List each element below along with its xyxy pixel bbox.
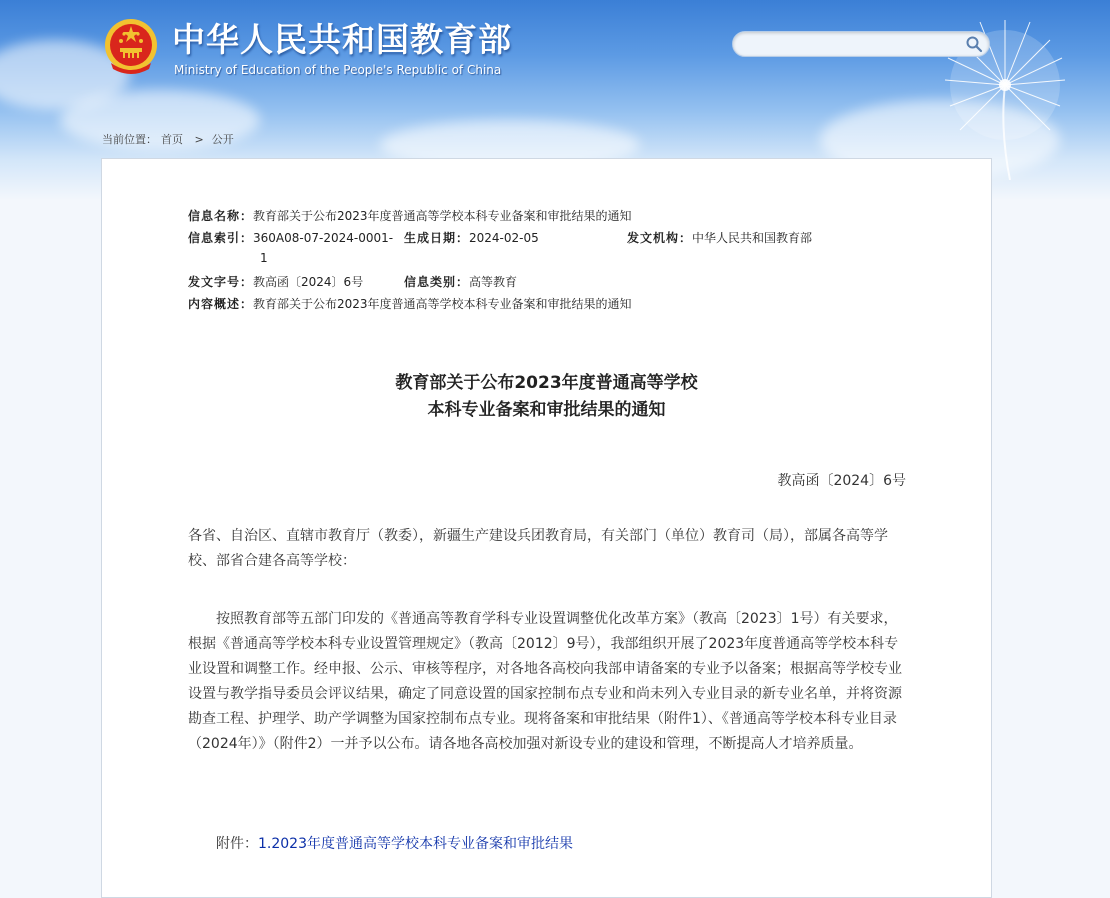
info-summary-label: 内容概述：: [188, 297, 254, 311]
national-emblem-icon: [103, 17, 159, 77]
breadcrumb-public-link[interactable]: 公开: [211, 133, 234, 146]
info-date-value: 2024-02-05: [469, 231, 539, 245]
info-date-label: 生成日期：: [404, 231, 470, 245]
document-title: [102, 370, 991, 424]
info-name-label: 信息名称：: [188, 209, 254, 223]
info-doc-no-label: 发文字号：: [188, 275, 254, 289]
document-title-line1: 教育部关于公布2023年度普通高等学校: [395, 373, 698, 393]
attachment-label: 附件：: [216, 836, 258, 852]
info-index-label: 信息索引：: [188, 231, 254, 245]
info-category-row: [404, 273, 517, 290]
info-doc-no-value: 教高函〔2024〕6号: [253, 275, 364, 289]
info-issuer-value: 中华人民共和国教育部: [692, 231, 813, 245]
search-icon[interactable]: [965, 35, 983, 53]
content-panel: [101, 158, 992, 898]
breadcrumb-prefix: 当前位置：: [102, 133, 157, 146]
search-box: [732, 31, 990, 57]
info-category-value: 高等教育: [469, 275, 518, 289]
info-index-value-cont: 1: [260, 251, 268, 265]
info-index-value: 360A08-07-2024-0001-: [253, 231, 394, 245]
breadcrumb-separator: >: [194, 133, 204, 146]
info-doc-no-row: [188, 273, 363, 290]
breadcrumb-home-link[interactable]: 首页: [161, 133, 183, 146]
document-body: 按照教育部等五部门印发的《普通高等教育学科专业设置调整优化改革方案》（教高〔2023〕1号）有关要求，根据《普通高等学校本科专业设置管理规定》（教高〔2012〕9号），我部组织开展了2023年度普通高等学校本科专业设置和调整工作。经申报、公示、审核等程序，对各地各高校向我部申请备案的专业予以备案；根据高等学校专业设置与教学指导委员会评议结果，确定了同意设置的国家控制布点专业和尚未列入专业目录的新专业名单，并将资源勘查工程、护理学、助产学调整为国家控制布点专业。现将备案和审批结果（附件1）、《普通高等学校本科专业目录（2024年）》（附件2）一并予以公布。请各地各高校加强对新设专业的建设和管理，不断提高人才培养质量。: [188, 611, 902, 752]
info-summary-value: 教育部关于公布2023年度普通高等学校本科专业备案和审批结果的通知: [253, 297, 632, 311]
info-category-label: 信息类别：: [404, 275, 470, 289]
attachment-row: [216, 833, 573, 853]
info-name-value: 教育部关于公布2023年度普通高等学校本科专业备案和审批结果的通知: [253, 209, 632, 223]
search-input[interactable]: [745, 35, 959, 55]
document-number: 教高函〔2024〕6号: [777, 473, 906, 489]
attachment-link[interactable]: 1.2023年度普通高等学校本科专业备案和审批结果: [258, 836, 573, 852]
site-subtitle: Ministry of Education of the People's Republic of China: [174, 63, 502, 77]
info-issuer-row: [627, 229, 812, 246]
document-title-line2: 本科专业备案和审批结果的通知: [427, 400, 666, 420]
info-summary-row: [188, 295, 632, 312]
document-salutation: 各省、自治区、直辖市教育厅（教委），新疆生产建设兵团教育局，有关部门（单位）教育司（局），部属各高等学校、部省合建各高等学校：: [188, 528, 888, 569]
info-date-row: [404, 229, 539, 246]
info-index-row: [188, 229, 393, 246]
info-name-row: [188, 207, 632, 224]
breadcrumb: [102, 131, 234, 147]
info-issuer-label: 发文机构：: [627, 231, 693, 245]
site-title: 中华人民共和国教育部: [172, 20, 512, 59]
